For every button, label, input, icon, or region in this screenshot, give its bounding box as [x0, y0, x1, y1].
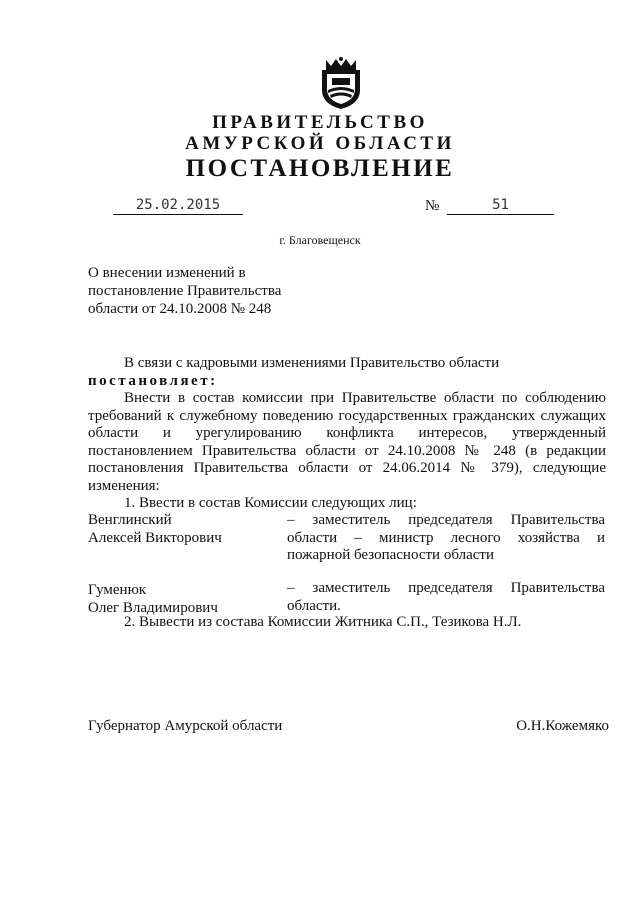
- issue-city: г. Благовещенск: [279, 233, 361, 247]
- position-line: пожарной безопасности области: [287, 547, 494, 563]
- document-subject: [88, 264, 328, 318]
- person-surname: Венглинский: [88, 512, 172, 528]
- signatory-title: Губернатор Амурской области: [88, 718, 283, 734]
- person-name: [88, 582, 218, 617]
- paragraph-line: постановления Правительства области от 24.06.2014 № 379), следующие: [88, 460, 606, 476]
- document-type-title: ПОСТАНОВЛЕНИЕ: [185, 155, 455, 182]
- paragraph-line: постановлением Правительства области от 24.10.2008 № 248 (в редакции: [88, 442, 606, 459]
- paragraph-line: требований к служебному поведению государственных гражданских служащих: [88, 407, 606, 424]
- document-number: 51: [447, 197, 554, 215]
- region-title: АМУРСКОЙ ОБЛАСТИ: [185, 133, 455, 154]
- paragraph-line: Внести в состав комиссии при Правительстве области по соблюдению: [124, 390, 606, 406]
- item-2: 2. Вывести из состава Комиссии Житника С.П., Тезикова Н.Л.: [124, 614, 522, 630]
- person-given-names: Олег Владимирович: [88, 599, 218, 616]
- item-1: 1. Ввести в состав Комиссии следующих лиц:: [124, 495, 417, 511]
- paragraph-line: изменения:: [88, 477, 160, 494]
- person-name: [88, 512, 222, 547]
- subject-line: О внесении изменений в: [88, 265, 246, 281]
- position-line: – заместитель председателя Правительства: [287, 512, 605, 528]
- number-label: №: [425, 198, 440, 214]
- paragraph-line: области и урегулированию конфликта интересов, утвержденный: [88, 425, 606, 441]
- resolves-word: постановляет:: [88, 373, 218, 389]
- government-title: ПРАВИТЕЛЬСТВО: [212, 112, 428, 133]
- person-given-names: Алексей Викторович: [88, 529, 222, 546]
- person-surname: Гуменюк: [88, 582, 147, 598]
- subject-line: области от 24.10.2008 № 248: [88, 301, 272, 317]
- position-line: области.: [287, 597, 341, 614]
- person-position: [287, 580, 605, 615]
- subject-line: постановление Правительства: [88, 283, 282, 299]
- coat-of-arms-emblem: [318, 56, 364, 110]
- position-line: – заместитель председателя Правительства: [287, 580, 605, 596]
- preamble-text: В связи с кадровыми изменениями Правительство области: [124, 355, 500, 371]
- signatory-name: О.Н.Кожемяко: [516, 718, 609, 734]
- position-line: области – министр лесного хозяйства и: [287, 529, 605, 546]
- person-position: [287, 512, 605, 565]
- document-date: 25.02.2015: [113, 197, 243, 215]
